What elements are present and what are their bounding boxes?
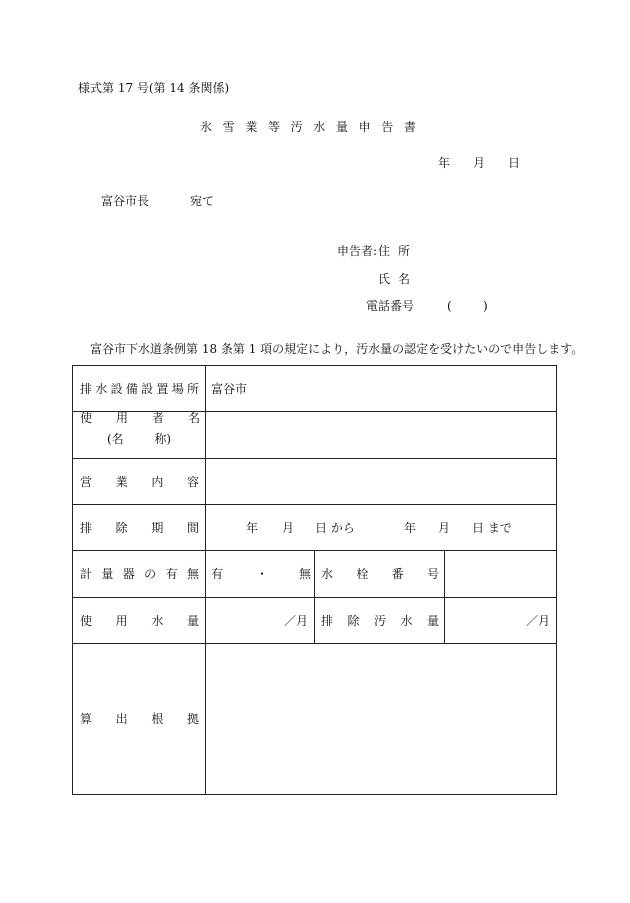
label-char: 汚	[373, 614, 386, 628]
applicant-prefix: 申告者:	[337, 244, 378, 258]
meter-no-option[interactable]: 無	[299, 567, 312, 581]
label-char: 業	[115, 474, 128, 489]
label-discharge-volume	[315, 598, 445, 643]
row-usage	[73, 598, 556, 644]
label-business	[73, 459, 206, 504]
period-to-month: 月	[438, 521, 451, 535]
label-char: 営	[80, 474, 93, 489]
label-char: 量	[186, 613, 199, 628]
meter-yes-no-field[interactable]	[206, 551, 315, 597]
label-meter	[73, 551, 206, 597]
label-char: 設	[141, 381, 154, 396]
label-char: 用	[115, 613, 128, 628]
title-char: 水	[313, 120, 326, 134]
form-number: 様式第 17 号(第 14 条関係)	[78, 81, 230, 95]
label-char: 排	[321, 614, 334, 628]
label-char: 期	[151, 520, 164, 535]
label-char: 所	[186, 381, 199, 396]
usage-volume-field[interactable]	[206, 598, 315, 643]
meter-separator-dot: ・	[256, 567, 269, 581]
label-user-name	[73, 412, 206, 458]
label-char: 水	[400, 614, 413, 628]
document-title	[200, 120, 416, 134]
row-install-place	[73, 366, 556, 412]
title-char: 量	[335, 120, 348, 134]
label-char: 計	[80, 567, 93, 581]
title-char: 申	[358, 120, 371, 134]
label-period	[73, 505, 206, 550]
user-name-field[interactable]	[206, 412, 556, 458]
usage-unit: ／月	[283, 614, 308, 628]
label-char: 設	[110, 381, 123, 396]
label-install-place	[73, 366, 206, 411]
label-char: 場	[171, 381, 184, 396]
declaration-statement: 富谷市下水道条例第 18 条第 1 項の規定により，汚水量の認定を受けたいので申告します。	[90, 342, 584, 356]
meter-yes-option[interactable]: 有	[211, 567, 224, 581]
period-to-year: 年	[404, 521, 417, 535]
basis-field[interactable]	[206, 644, 556, 794]
row-meter	[73, 551, 556, 598]
label-hydrant-number	[315, 551, 445, 597]
hydrant-number-field[interactable]	[445, 551, 556, 597]
label-char: 有	[165, 567, 178, 581]
label-char: 水	[95, 381, 108, 396]
period-to-day: 日 まで	[472, 521, 512, 535]
phone-open-paren: (	[447, 299, 452, 313]
address-char: 住	[378, 244, 391, 258]
business-field[interactable]	[206, 459, 556, 504]
row-user-name	[73, 412, 556, 459]
addressee-name: 富谷市長	[101, 194, 150, 208]
label-char: 備	[125, 381, 138, 396]
install-place-field[interactable]	[206, 366, 556, 411]
install-place-value: 富谷市	[211, 382, 248, 396]
label-char: 除	[115, 520, 128, 535]
row-business	[73, 459, 556, 505]
title-char: 等	[267, 120, 280, 134]
label-usage	[73, 598, 206, 643]
label-char: 除	[347, 614, 360, 628]
label-char: 根	[151, 712, 164, 726]
title-char: 告	[381, 120, 394, 134]
label-char: 排	[80, 381, 93, 396]
label-char: 使	[80, 411, 93, 425]
label-char: の	[144, 567, 157, 581]
applicant-phone-label: 電話番号	[366, 299, 415, 313]
label-char: 番	[391, 567, 404, 581]
label-char: 排	[80, 520, 93, 535]
row-period	[73, 505, 556, 551]
applicant-name-label	[378, 272, 410, 286]
label-char: 無	[186, 567, 199, 581]
label-char: 容	[186, 474, 199, 489]
label-char: 名	[187, 411, 200, 425]
title-char: 雪	[222, 120, 235, 134]
label-char: 置	[156, 381, 169, 396]
date-month-label: 月	[473, 156, 486, 170]
phone-close-paren: )	[483, 299, 488, 313]
label-char: 内	[151, 474, 164, 489]
label-char: 称)	[154, 432, 171, 446]
title-char: 汚	[290, 120, 303, 134]
label-basis	[73, 644, 206, 794]
label-char: 算	[80, 712, 93, 726]
discharge-volume-field[interactable]	[445, 598, 556, 643]
label-char: 水	[151, 613, 164, 628]
label-char: 間	[186, 520, 199, 535]
label-char: 量	[426, 614, 439, 628]
period-from-day: 日 から	[315, 521, 355, 535]
title-char: 業	[245, 120, 258, 134]
title-char: 氷	[200, 120, 213, 134]
label-char: 量	[101, 567, 114, 581]
label-char: 水	[321, 567, 334, 581]
label-char: 者	[151, 411, 164, 425]
declaration-form-table	[72, 365, 557, 795]
name-char: 氏	[378, 272, 391, 286]
label-char: 用	[115, 411, 128, 425]
addressee-suffix: 宛て	[190, 194, 215, 208]
address-char: 所	[397, 244, 410, 258]
label-char: 使	[80, 613, 93, 628]
discharge-unit: ／月	[525, 614, 550, 628]
label-char: 号	[426, 567, 439, 581]
row-basis	[73, 644, 556, 794]
period-field[interactable]	[206, 505, 556, 550]
period-from-year: 年	[246, 521, 259, 535]
name-char: 名	[397, 272, 410, 286]
title-char: 書	[403, 120, 416, 134]
date-day-label: 日	[508, 156, 521, 170]
date-year-label: 年	[438, 156, 451, 170]
label-char: 栓	[356, 567, 369, 581]
period-from-month: 月	[282, 521, 295, 535]
label-char: 器	[122, 567, 135, 581]
label-char: (名	[107, 432, 124, 446]
label-char: 出	[115, 712, 128, 726]
applicant-address-label	[378, 244, 410, 258]
label-char: 拠	[186, 712, 199, 726]
